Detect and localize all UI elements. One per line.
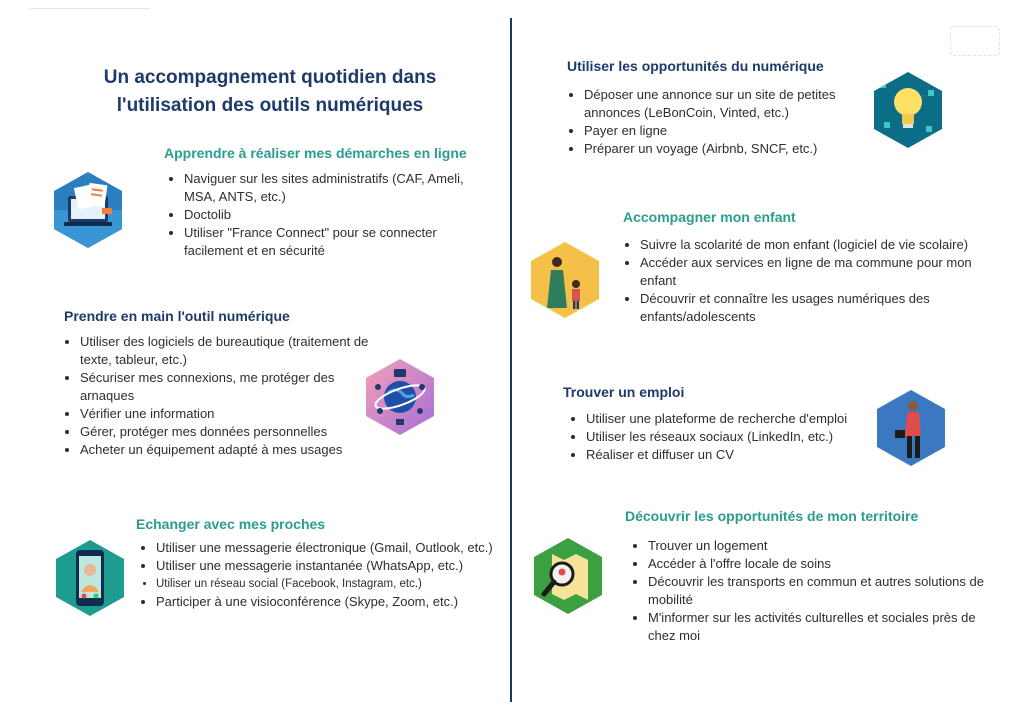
list-item: • Doctolib [184,206,484,224]
list-item: • Utiliser une plateforme de recherche d'emploi [586,410,886,428]
list-item: • Préparer un voyage (Airbnb, SNCF, etc.) [584,140,874,158]
list-item: • Accéder à l'offre locale de soins [648,555,988,573]
parent-child-icon [531,242,599,318]
list-item: • Déposer une annonce sur un site de petites annonces (LeBonCoin, Vinted, etc.) [584,86,874,122]
list-item: • Réaliser et diffuser un CV [586,446,886,464]
list-item: • Trouver un logement [648,537,988,555]
list-demarches [166,170,484,260]
list-item: • Découvrir les transports en commun et autres solutions de mobilité [648,573,988,609]
section-heading-outil-numerique: Prendre en main l'outil numérique [64,308,290,324]
list-opportunites-numerique [566,86,874,158]
list-item: • M'informer sur les activités culturelles et sociales près de chez moi [648,609,988,645]
faint-watermark [950,26,1000,56]
list-item: • Utiliser les réseaux sociaux (LinkedIn, etc.) [586,428,886,446]
list-emploi [568,410,886,464]
section-heading-territoire: Découvrir les opportunités de mon territoire [625,508,919,524]
list-item: • Payer en ligne [584,122,874,140]
list-item: • Suivre la scolarité de mon enfant (logiciel de vie scolaire) [640,236,980,254]
list-item: • Utiliser un réseau social (Facebook, Instagram, etc.) [156,575,496,593]
list-item: • Vérifier une information [80,405,380,423]
laptop-documents-icon [54,172,122,248]
list-item: • Utiliser une messagerie instantanée (WhatsApp, etc.) [156,557,496,575]
lightbulb-icon [874,72,942,148]
section-heading-opportunites-numerique: Utiliser les opportunités du numérique [567,58,824,74]
column-divider [510,18,512,702]
list-item: • Gérer, protéger mes données personnelles [80,423,380,441]
job-seeker-icon [877,390,945,466]
map-magnifier-icon [534,538,602,614]
list-item: • Sécuriser mes connexions, me protéger des arnaques [80,369,380,405]
page-title: Un accompagnement quotidien dans l'utilisation des outils numériques [103,67,437,116]
list-enfant [622,236,980,326]
list-item: • Accéder aux services en ligne de ma commune pour mon enfant [640,254,980,290]
list-item: • Acheter un équipement adapté à mes usages [80,441,380,459]
section-heading-proches: Echanger avec mes proches [136,516,326,532]
list-item: • Utiliser des logiciels de bureautique (traitement de texte, tableur, etc.) [80,333,380,369]
list-proches [138,539,496,611]
list-item: • Utiliser "France Connect" pour se connecter facilement et en sécurité [184,224,484,260]
list-item: • Participer à une visioconférence (Skype, Zoom, etc.) [156,593,496,611]
smartphone-video-call-icon [56,540,124,616]
list-outil-numerique [62,333,380,459]
section-heading-emploi: Trouver un emploi [563,384,685,400]
list-item: • Utiliser une messagerie électronique (Gmail, Outlook, etc.) [156,539,496,557]
section-heading-demarches: Apprendre à réaliser mes démarches en ligne [164,145,467,161]
list-item: • Naviguer sur les sites administratifs (CAF, Ameli, MSA, ANTS, etc.) [184,170,484,206]
list-territoire [630,537,988,645]
scan-edge-line [30,8,150,9]
list-item: • Découvrir et connaître les usages numériques des enfants/adolescents [640,290,980,326]
section-heading-enfant: Accompagner mon enfant [623,209,796,225]
